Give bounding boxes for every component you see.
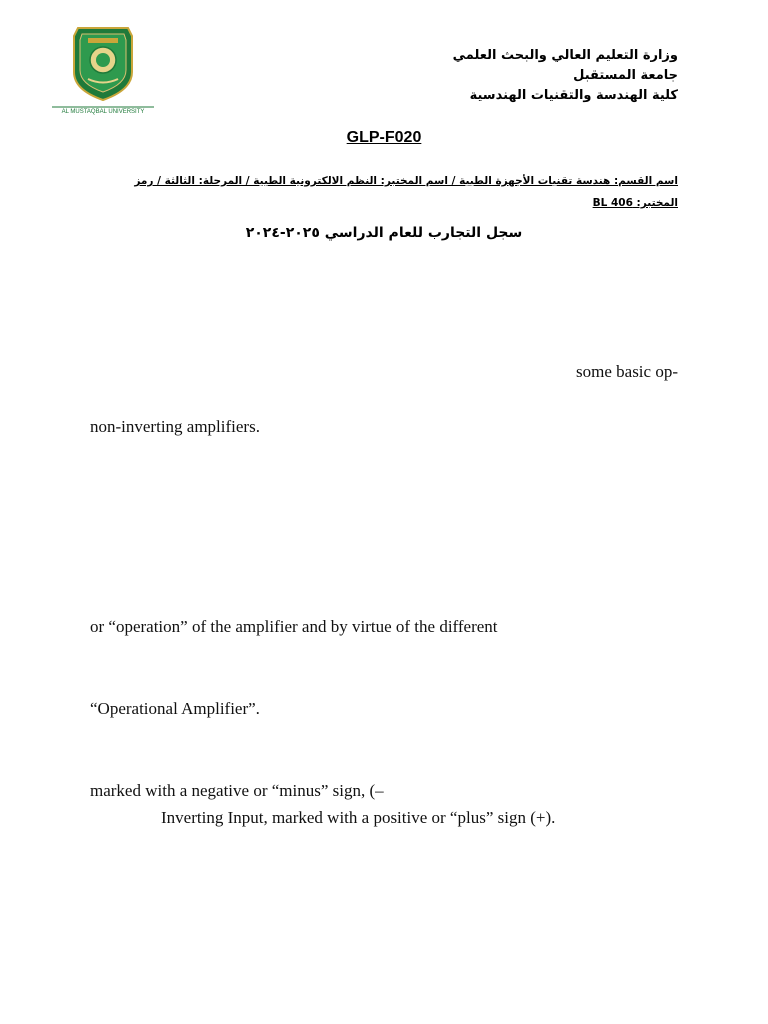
body-line-6: Inverting Input, marked with a positive or “plus” sign (+).: [161, 808, 556, 827]
institution-header: [453, 46, 678, 106]
body-line-3: or “operation” of the amplifier and by virtue of the different: [90, 617, 498, 636]
body-line-5: marked with a negative or “minus” sign, (–: [90, 781, 384, 800]
body-line-2: non-inverting amplifiers.: [90, 417, 260, 436]
university-emblem-icon: [48, 24, 158, 116]
lab-info-line: [100, 170, 678, 214]
university-name: جامعة المستقبل: [573, 68, 678, 83]
university-logo: [48, 24, 158, 116]
body-line-4: “Operational Amplifier”.: [90, 699, 260, 718]
college-name: كلية الهندسة والتقنيات الهندسية: [469, 88, 678, 103]
record-title: سجل التجارب للعام الدراسي ٢٠٢٥-٢٠٢٤: [245, 225, 523, 241]
logo-text: AL MUSTAQBAL UNIVERSITY: [61, 109, 145, 115]
form-code: [0, 129, 768, 147]
lab-info-text: اسم القسم: هندسة تقنيات الأجهزة الطبية / اسم المختبر: النظم الالكترونية الطبية / المرحلة: الثالثة / رمز المختبر: BL 406: [134, 175, 678, 209]
form-code-text: GLP-F020: [346, 129, 422, 146]
body-line-1: some basic op-: [576, 362, 678, 381]
ministry-name: وزارة التعليم العالي والبحث العلمي: [452, 48, 678, 63]
